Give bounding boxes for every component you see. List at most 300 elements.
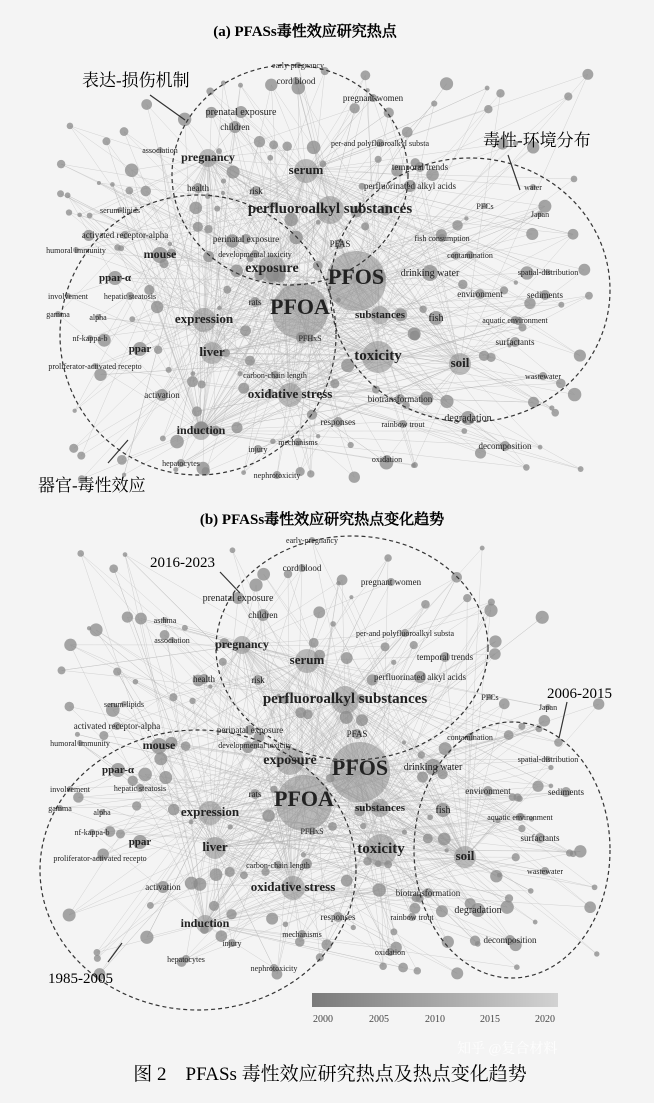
keyword-node <box>237 371 242 376</box>
keyword-node <box>87 213 93 219</box>
keyword-node <box>66 209 72 215</box>
keyword-node <box>578 466 584 472</box>
keyword-node <box>518 723 525 730</box>
keyword-label: surfactants <box>521 833 560 843</box>
keyword-label: aquatic environment <box>482 316 548 325</box>
keyword-node <box>489 635 501 647</box>
keyword-label: association <box>142 146 178 155</box>
keyword-node <box>475 941 481 947</box>
keyword-label: perinatal exposure <box>217 725 283 735</box>
keyword-node <box>77 213 82 218</box>
keyword-node <box>418 751 425 758</box>
keyword-node <box>160 436 166 442</box>
keyword-node <box>90 623 103 636</box>
keyword-label: pregnancy <box>181 150 235 164</box>
keyword-node <box>125 187 133 195</box>
keyword-node <box>69 444 78 453</box>
keyword-label: involvement <box>48 292 89 301</box>
keyword-node <box>198 380 206 388</box>
keyword-label: decomposition <box>479 441 532 451</box>
keyword-label: early-pregnancy <box>286 536 338 545</box>
keyword-node <box>120 127 129 136</box>
keyword-label: ppar <box>129 836 152 848</box>
keyword-label: perfluoroalkyl substances <box>263 691 427 707</box>
keyword-node <box>341 875 353 887</box>
keyword-node <box>384 860 392 868</box>
keyword-node <box>238 83 243 88</box>
period-label-2016-2023: 2016-2023 <box>150 555 215 571</box>
keyword-node <box>295 707 306 718</box>
keyword-node <box>110 182 115 187</box>
keyword-label: aquatic environment <box>487 813 553 822</box>
keyword-label: rats <box>249 297 262 307</box>
keyword-node <box>549 405 554 410</box>
keyword-node <box>558 302 564 308</box>
network-edge <box>264 574 345 700</box>
keyword-node <box>132 801 141 810</box>
keyword-node <box>257 568 270 581</box>
keyword-node <box>348 442 354 448</box>
keyword-node <box>564 92 572 100</box>
keyword-node <box>168 242 172 246</box>
keyword-label: induction <box>181 916 230 930</box>
network-edge <box>345 604 425 700</box>
keyword-label: injury <box>248 445 267 454</box>
keyword-node <box>438 833 451 846</box>
keyword-label: soil <box>451 355 470 370</box>
keyword-label: health <box>187 183 209 193</box>
keyword-label: spatial-distribution <box>518 755 578 764</box>
keyword-label: activated receptor-alpha <box>82 230 169 240</box>
keyword-node <box>147 902 154 909</box>
keyword-node <box>497 873 502 878</box>
keyword-node <box>123 552 128 557</box>
keyword-node <box>265 79 277 91</box>
keyword-node <box>270 439 275 444</box>
keyword-node <box>505 894 513 902</box>
keyword-label: spatial-distribution <box>518 268 578 277</box>
keyword-label: risk <box>249 186 263 196</box>
keyword-node <box>245 356 255 366</box>
keyword-label: responses <box>321 912 356 922</box>
keyword-node <box>182 625 188 631</box>
keyword-node <box>360 823 366 829</box>
keyword-node <box>379 962 387 970</box>
keyword-node <box>408 327 421 340</box>
keyword-node <box>75 732 80 737</box>
keyword-label: perinatal exposure <box>213 234 279 244</box>
keyword-label: activation <box>145 882 181 892</box>
keyword-label: fish <box>429 313 444 324</box>
keyword-label: oxidation <box>375 948 405 957</box>
keyword-node <box>254 136 265 147</box>
keyword-node <box>574 845 586 857</box>
keyword-node <box>135 613 147 625</box>
keyword-node <box>241 470 246 475</box>
keyword-label: health <box>193 674 215 684</box>
keyword-label: serum-lipids <box>104 700 144 709</box>
keyword-label: water <box>524 183 542 192</box>
keyword-node <box>219 658 227 666</box>
keyword-label: gamma <box>48 804 72 813</box>
keyword-node <box>316 220 321 225</box>
keyword-node <box>363 857 372 866</box>
keyword-node <box>151 301 163 313</box>
keyword-label: alpha <box>89 313 107 322</box>
keyword-node <box>141 99 152 110</box>
keyword-label: toxicity <box>357 841 405 857</box>
keyword-node <box>228 824 233 829</box>
keyword-node <box>535 725 542 732</box>
keyword-label: children <box>248 610 278 620</box>
keyword-node <box>578 264 590 276</box>
keyword-node <box>221 179 226 184</box>
keyword-label: activated receptor-alpha <box>74 721 161 731</box>
keyword-node <box>57 160 65 168</box>
keyword-label: contamination <box>447 733 493 742</box>
keyword-label: mechanisms <box>278 438 318 447</box>
keyword-label: drinking water <box>404 762 463 773</box>
keyword-label: hepatocytes <box>162 459 200 468</box>
keyword-node <box>375 156 382 163</box>
keyword-node <box>58 666 66 674</box>
keyword-node <box>414 967 421 974</box>
keyword-label: injury <box>222 939 241 948</box>
keyword-node <box>208 685 212 689</box>
watermark: 知乎 @复合材料 <box>457 1040 557 1057</box>
keyword-label: oxidative stress <box>248 386 333 401</box>
keyword-node <box>262 809 274 821</box>
keyword-label: drinking water <box>401 268 460 279</box>
keyword-node <box>518 825 525 832</box>
keyword-label: PFCs <box>481 693 498 702</box>
keyword-node <box>267 155 273 161</box>
keyword-label: contamination <box>447 251 493 260</box>
keyword-label: cord blood <box>283 563 322 573</box>
keyword-label: wastewater <box>527 867 563 876</box>
keyword-node <box>129 316 135 322</box>
keyword-node <box>485 86 490 91</box>
keyword-node <box>168 804 180 816</box>
keyword-node <box>402 830 407 835</box>
keyword-node <box>231 422 242 433</box>
keyword-label: per-and polyfluoroalkyl substa <box>331 139 429 148</box>
keyword-label: perfluoroalkyl substances <box>248 201 412 217</box>
keyword-node <box>585 292 593 300</box>
keyword-label: association <box>154 636 190 645</box>
cluster-label-organ-toxicity: 器官-毒性效应 <box>38 476 146 495</box>
keyword-label: developmental toxicity <box>218 250 292 259</box>
keyword-label: proliferator-activated recepto <box>48 362 141 371</box>
keyword-node <box>316 953 324 961</box>
keyword-node <box>313 606 325 618</box>
keyword-node <box>479 351 489 361</box>
period-label-2006-2015: 2006-2015 <box>547 686 612 702</box>
keyword-label: PFAS <box>330 239 351 249</box>
keyword-label: sediments <box>527 290 563 300</box>
keyword-label: PFCs <box>476 202 493 211</box>
keyword-node <box>554 738 563 747</box>
keyword-label: sediments <box>548 787 584 797</box>
keyword-node <box>463 594 471 602</box>
network-edge <box>460 303 530 364</box>
keyword-node <box>439 742 452 755</box>
keyword-label: prenatal exposure <box>206 107 277 118</box>
keyword-node <box>480 546 485 551</box>
keyword-node <box>539 715 551 727</box>
keyword-node <box>122 611 133 622</box>
keyword-label: prenatal exposure <box>203 593 274 604</box>
keyword-label: rainbow trout <box>390 913 434 922</box>
keyword-node <box>384 554 391 561</box>
keyword-node <box>451 967 463 979</box>
keyword-node <box>436 905 448 917</box>
keyword-node <box>57 190 64 197</box>
cluster-label-expression-mechanism: 表达-损伤机制 <box>82 71 190 90</box>
keyword-label: biotransformation <box>396 888 461 898</box>
keyword-node <box>187 376 198 387</box>
keyword-node <box>116 829 125 838</box>
keyword-node <box>190 202 203 215</box>
keyword-label: rats <box>249 789 262 799</box>
keyword-label: expression <box>181 804 240 819</box>
keyword-label: oxidative stress <box>251 879 336 894</box>
keyword-node <box>87 626 91 630</box>
keyword-node <box>568 388 581 401</box>
keyword-node <box>227 165 240 178</box>
network-edge <box>68 195 212 353</box>
keyword-node <box>240 325 251 336</box>
keyword-label: perfluorinated alkyl acids <box>374 672 466 682</box>
keyword-node <box>77 550 84 557</box>
keyword-node <box>113 668 121 676</box>
keyword-node <box>571 176 578 183</box>
keyword-label: mechanisms <box>282 930 322 939</box>
keyword-node <box>189 698 195 704</box>
keyword-label: PFHxS <box>300 827 323 836</box>
keyword-node <box>411 463 416 468</box>
keyword-node <box>464 216 468 220</box>
keyword-label: pregnant women <box>361 577 422 587</box>
keyword-label: exposure <box>245 261 298 276</box>
keyword-label: responses <box>321 417 356 427</box>
keyword-node <box>193 222 203 232</box>
keyword-node <box>269 140 278 149</box>
keyword-node <box>73 409 77 413</box>
keyword-label: pregnancy <box>215 637 269 651</box>
keyword-node <box>349 103 359 113</box>
keyword-node <box>307 141 321 155</box>
keyword-label: risk <box>251 675 265 685</box>
keyword-node <box>523 464 530 471</box>
keyword-node <box>185 877 198 890</box>
keyword-label: wastewater <box>525 372 561 381</box>
keyword-label: nephrotoxicity <box>254 471 301 480</box>
keyword-node <box>514 280 518 284</box>
keyword-node <box>109 564 118 573</box>
keyword-label: toxicity <box>354 348 402 364</box>
keyword-node <box>63 909 76 922</box>
keyword-label: alpha <box>93 808 111 817</box>
network-edge <box>97 848 215 958</box>
keyword-label: PFOS <box>328 264 384 289</box>
keyword-label: substances <box>355 309 406 321</box>
keyword-node <box>125 163 138 176</box>
keyword-node <box>240 871 248 879</box>
keyword-node <box>336 581 340 585</box>
keyword-node <box>532 781 543 792</box>
keyword-node <box>341 652 353 664</box>
keyword-label: oxidation <box>372 455 402 464</box>
keyword-label: Japan <box>539 703 557 712</box>
keyword-label: nf-kappa-b <box>74 828 109 837</box>
keyword-label: hepatic steatosis <box>114 784 166 793</box>
keyword-label: PFOA <box>270 294 330 319</box>
keyword-node <box>154 752 167 765</box>
keyword-node <box>140 186 151 197</box>
keyword-label: proliferator-activated recepto <box>53 854 146 863</box>
keyword-node <box>514 964 520 970</box>
keyword-node <box>283 921 289 927</box>
keyword-label: humoral immunity <box>50 739 110 748</box>
keyword-node <box>221 191 225 195</box>
keyword-label: Japan <box>531 210 549 219</box>
keyword-node <box>192 406 202 416</box>
keyword-node <box>592 884 598 890</box>
keyword-node <box>217 306 221 310</box>
keyword-label: carbon-chain length <box>246 861 310 870</box>
keyword-node <box>282 142 292 152</box>
keyword-label: early-pregnancy <box>272 61 324 70</box>
colorbar-tick: 2005 <box>369 1014 389 1025</box>
keyword-node <box>458 280 467 289</box>
keyword-node <box>461 428 467 434</box>
keyword-node <box>190 371 195 376</box>
keyword-node <box>566 849 573 856</box>
keyword-label: children <box>220 122 250 132</box>
keyword-node <box>117 455 127 465</box>
keyword-label: carbon-chain length <box>243 371 307 380</box>
period-label-1985-2005: 1985-2005 <box>48 971 113 987</box>
keyword-node <box>93 949 100 956</box>
keyword-node <box>417 771 428 782</box>
keyword-label: serum <box>290 652 325 667</box>
keyword-label: degradation <box>444 413 491 424</box>
keyword-label: asthma <box>154 616 177 625</box>
keyword-node <box>356 714 368 726</box>
keyword-node <box>351 925 356 930</box>
colorbar-tick: 2010 <box>425 1014 445 1025</box>
panel-a-title: (a) PFASs毒性效应研究热点 <box>213 22 397 40</box>
keyword-label: exposure <box>263 753 316 768</box>
keyword-label: PFHxS <box>298 334 321 343</box>
panel-b-title: (b) PFASs毒性效应研究热点变化趋势 <box>200 510 444 528</box>
keyword-node <box>402 127 413 138</box>
keyword-node <box>584 901 596 913</box>
keyword-label: cord blood <box>277 76 316 86</box>
keyword-label: degradation <box>454 905 501 916</box>
keyword-node <box>410 641 418 649</box>
keyword-node <box>266 913 278 925</box>
keyword-label: involvement <box>50 785 91 794</box>
keyword-node <box>249 578 262 591</box>
keyword-label: hepatic steatosis <box>104 292 156 301</box>
keyword-node <box>307 470 314 477</box>
colorbar-gradient <box>312 993 558 1007</box>
keyword-node <box>349 595 353 599</box>
panel-a <box>38 22 610 495</box>
keyword-node <box>154 346 162 354</box>
keyword-label: environment <box>457 289 503 299</box>
keyword-node <box>209 901 219 911</box>
keyword-label: temporal trends <box>417 652 474 662</box>
keyword-label: PFAS <box>347 729 368 739</box>
keyword-node <box>423 834 433 844</box>
keyword-label: liver <box>199 344 224 359</box>
keyword-node <box>336 298 341 303</box>
keyword-label: nf-kappa-b <box>72 334 107 343</box>
keyword-label: ppar <box>129 343 152 355</box>
keyword-node <box>203 251 214 262</box>
keyword-node <box>375 860 382 867</box>
keyword-label: pregnant women <box>343 93 404 103</box>
keyword-node <box>64 639 76 651</box>
keyword-node <box>330 621 336 627</box>
keyword-label: ppar-α <box>99 272 132 284</box>
keyword-node <box>361 222 369 230</box>
keyword-node <box>484 105 492 113</box>
keyword-node <box>65 192 71 198</box>
keyword-node <box>440 395 453 408</box>
keyword-label: mouse <box>143 738 176 752</box>
keyword-node <box>427 814 433 820</box>
keyword-node <box>538 445 543 450</box>
network-edge <box>465 598 467 857</box>
keyword-node <box>594 951 599 956</box>
keyword-node <box>65 702 75 712</box>
keyword-label: soil <box>456 848 475 863</box>
keyword-label: PFOS <box>332 755 388 780</box>
keyword-label: PFOA <box>274 786 334 811</box>
keyword-node <box>77 452 85 460</box>
keyword-node <box>484 604 497 617</box>
keyword-node <box>360 70 370 80</box>
keyword-label: temporal trends <box>392 162 449 172</box>
network-edge <box>60 808 293 888</box>
keyword-label: surfactants <box>496 337 535 347</box>
keyword-node <box>181 741 191 751</box>
keyword-label: fish consumption <box>414 234 469 243</box>
keyword-label: nephrotoxicity <box>251 964 298 973</box>
keyword-node <box>536 611 549 624</box>
keyword-node <box>445 848 449 852</box>
keyword-node <box>328 822 337 831</box>
keyword-node <box>301 852 306 857</box>
keyword-node <box>189 820 194 825</box>
keyword-node <box>321 939 332 950</box>
keyword-node <box>499 699 510 710</box>
keyword-label: environment <box>465 786 511 796</box>
keyword-node <box>574 349 586 361</box>
keyword-node <box>501 901 514 914</box>
keyword-node <box>419 306 426 313</box>
network-edge <box>306 75 365 171</box>
keyword-node <box>528 888 534 894</box>
keyword-node <box>230 547 236 553</box>
keyword-node <box>421 600 430 609</box>
keyword-node <box>381 642 390 651</box>
keyword-node <box>568 229 579 240</box>
